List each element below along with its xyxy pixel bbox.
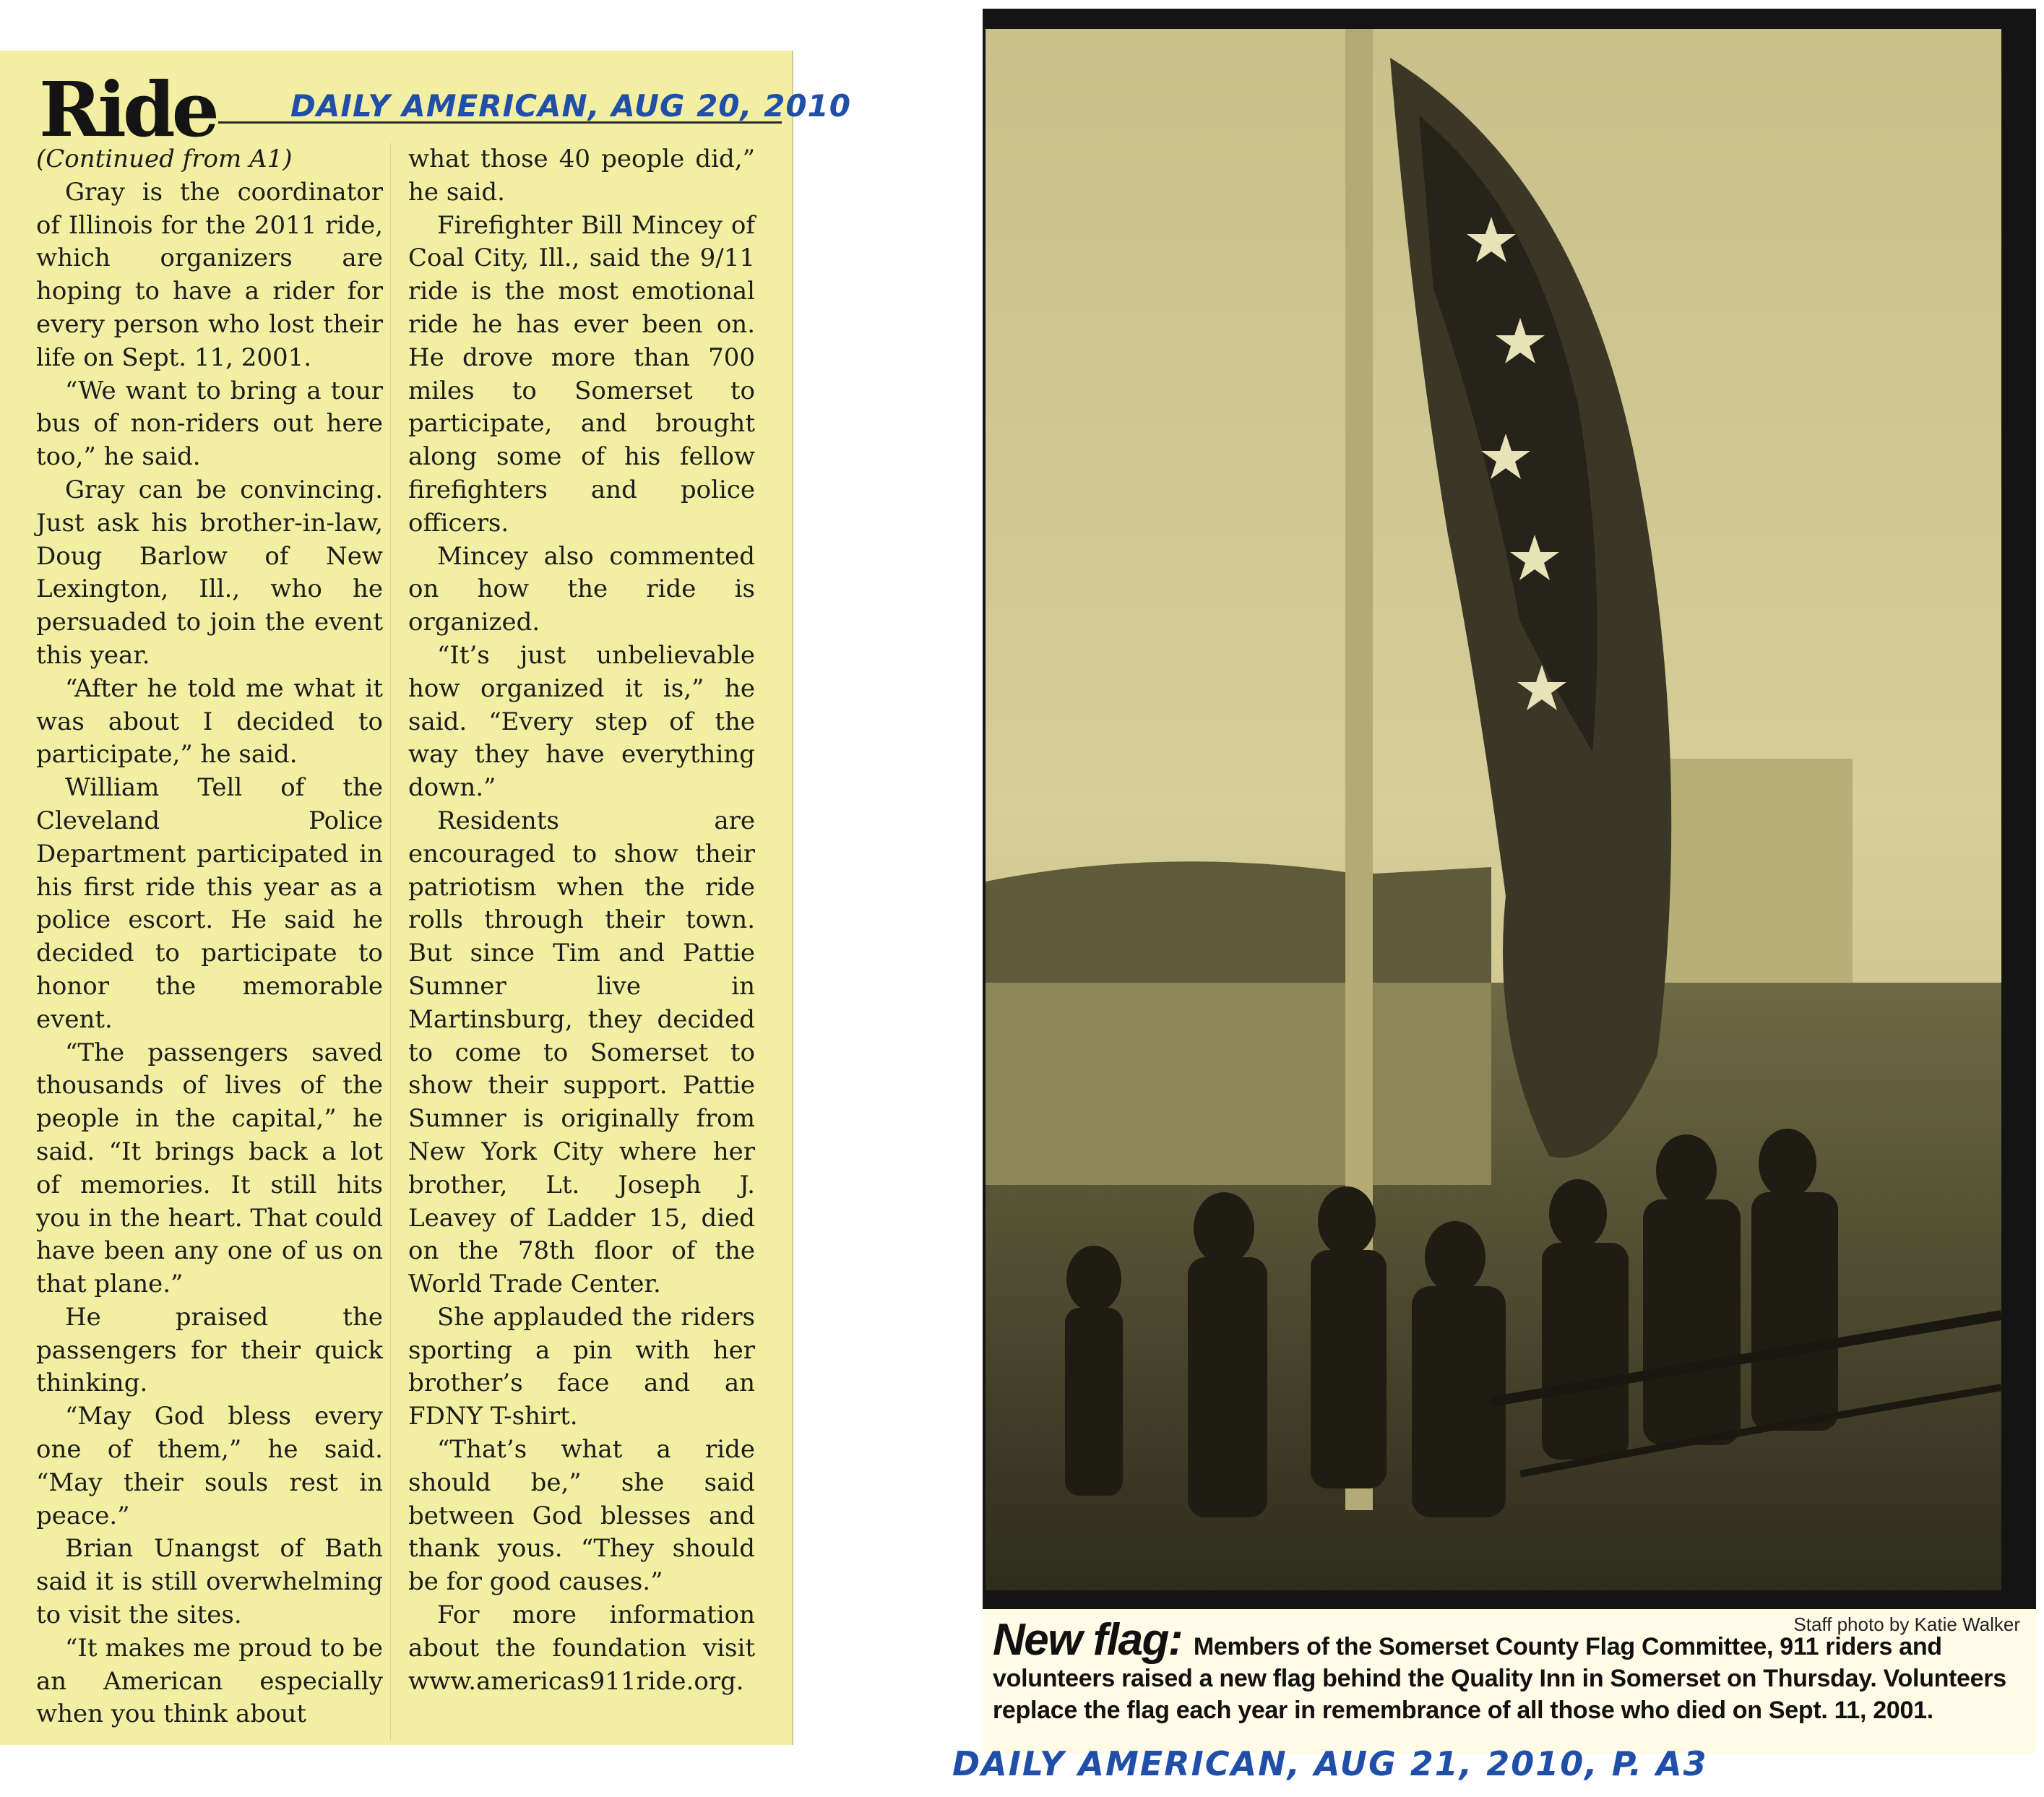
paragraph: “It makes me proud to be an American especially when you think about — [36, 1633, 383, 1729]
article-column-2 — [408, 143, 755, 1698]
paragraph: She applauded the riders sporting a pin with her brother’s face and an FDNY T-shirt. — [408, 1302, 755, 1431]
tree-line — [986, 861, 1491, 990]
article-headline: Ride — [39, 65, 216, 154]
paragraph: “We want to bring a tour bus of non-riders out here too,” he said. — [36, 376, 383, 472]
paragraph: Brian Unangst of Bath said it is still overwhelming to visit the sites. — [36, 1534, 383, 1630]
lawn — [986, 983, 1491, 1185]
photo-illustration — [986, 29, 2001, 1590]
paragraph: For more information about the foundation visit www.americas911ride.org. — [408, 1600, 755, 1696]
paragraph: Mincey also commented on how the ride is organized. — [408, 541, 755, 637]
photo-clipping — [952, 0, 2044, 1785]
article-clipping — [0, 51, 852, 1745]
flag-raising-photo — [986, 29, 2001, 1590]
paragraph: “It’s just unbelievable how organized it is,” he said. “Every step of the way they have everything down.” — [408, 640, 755, 803]
paragraph: Gray can be convincing. Just ask his brother-in-law, Doug Barlow of New Lexington, Ill., who he persuaded to join the event this year. — [36, 475, 383, 670]
paragraph: Firefighter Bill Mincey of Coal City, Ill., said the 9/11 ride is the most emotional ride he has ever been on. He drove more than 700 miles to Somerset to participate, and brought along some of his fellow firefighters and police officers. — [408, 210, 755, 538]
caption-area — [983, 1609, 2036, 1754]
continued-note: (Continued from A1) — [36, 145, 293, 173]
handwritten-source-note: DAILY AMERICAN, AUG 20, 2010 — [290, 88, 852, 124]
paragraph: Gray is the coordinator of Illinois for the 2011 ride, which organizers are hoping to have a rider for every person who lost their life on Sept. 11, 2001. — [36, 177, 383, 372]
article-column-1 — [36, 143, 383, 1731]
paragraph: “That’s what a ride should be,” she said between God blesses and thank yous. “They should be for good causes.” — [408, 1435, 755, 1597]
caption-kicker: New flag: — [993, 1615, 1194, 1665]
paragraph: He praised the passengers for their quick thinking. — [36, 1302, 383, 1398]
handwritten-source-note-bottom: DAILY AMERICAN, AUG 21, 2010, P. A3 — [952, 1744, 1708, 1783]
caption-text: Members of the Somerset County Flag Committee, 911 riders and volunteers raised a new flag behind the Quality Inn in Somerset on Thursday. Volunteers replace the flag each year in remembrance of all those who died on Sept. 11, 2001. — [993, 1633, 2006, 1724]
paragraph: “May God bless every one of them,” he said. “May their souls rest in peace.” — [36, 1402, 383, 1530]
paragraph: Residents are encouraged to show their patriotism when the ride rolls through their town. But since Tim and Pattie Sumner live in Martinsburg, they decided to come to Somerset to show their support. Pattie Sumner is originally from New York City where her brother, Lt. Joseph J. Leavey of Ladder 15, died on the 78th floor of the World Trade Center. — [408, 806, 755, 1299]
paragraph: “After he told me what it was about I decided to participate,” he said. — [36, 673, 383, 770]
paragraph: what those 40 people did,” he said. — [408, 145, 755, 207]
paragraph: “The passengers saved thousands of lives of the people in the capital,” he said. “It brings back a lot of memories. It still hits you in the heart. That could have been any one of us on that plane.” — [36, 1038, 383, 1299]
column-divider — [390, 143, 391, 1740]
photo-credit: Staff photo by Katie Walker — [1793, 1613, 2020, 1635]
paragraph: William Tell of the Cleveland Police Department participated in his first ride this year as a police escort. He said he decided to participate to honor the memorable event. — [36, 773, 383, 1034]
